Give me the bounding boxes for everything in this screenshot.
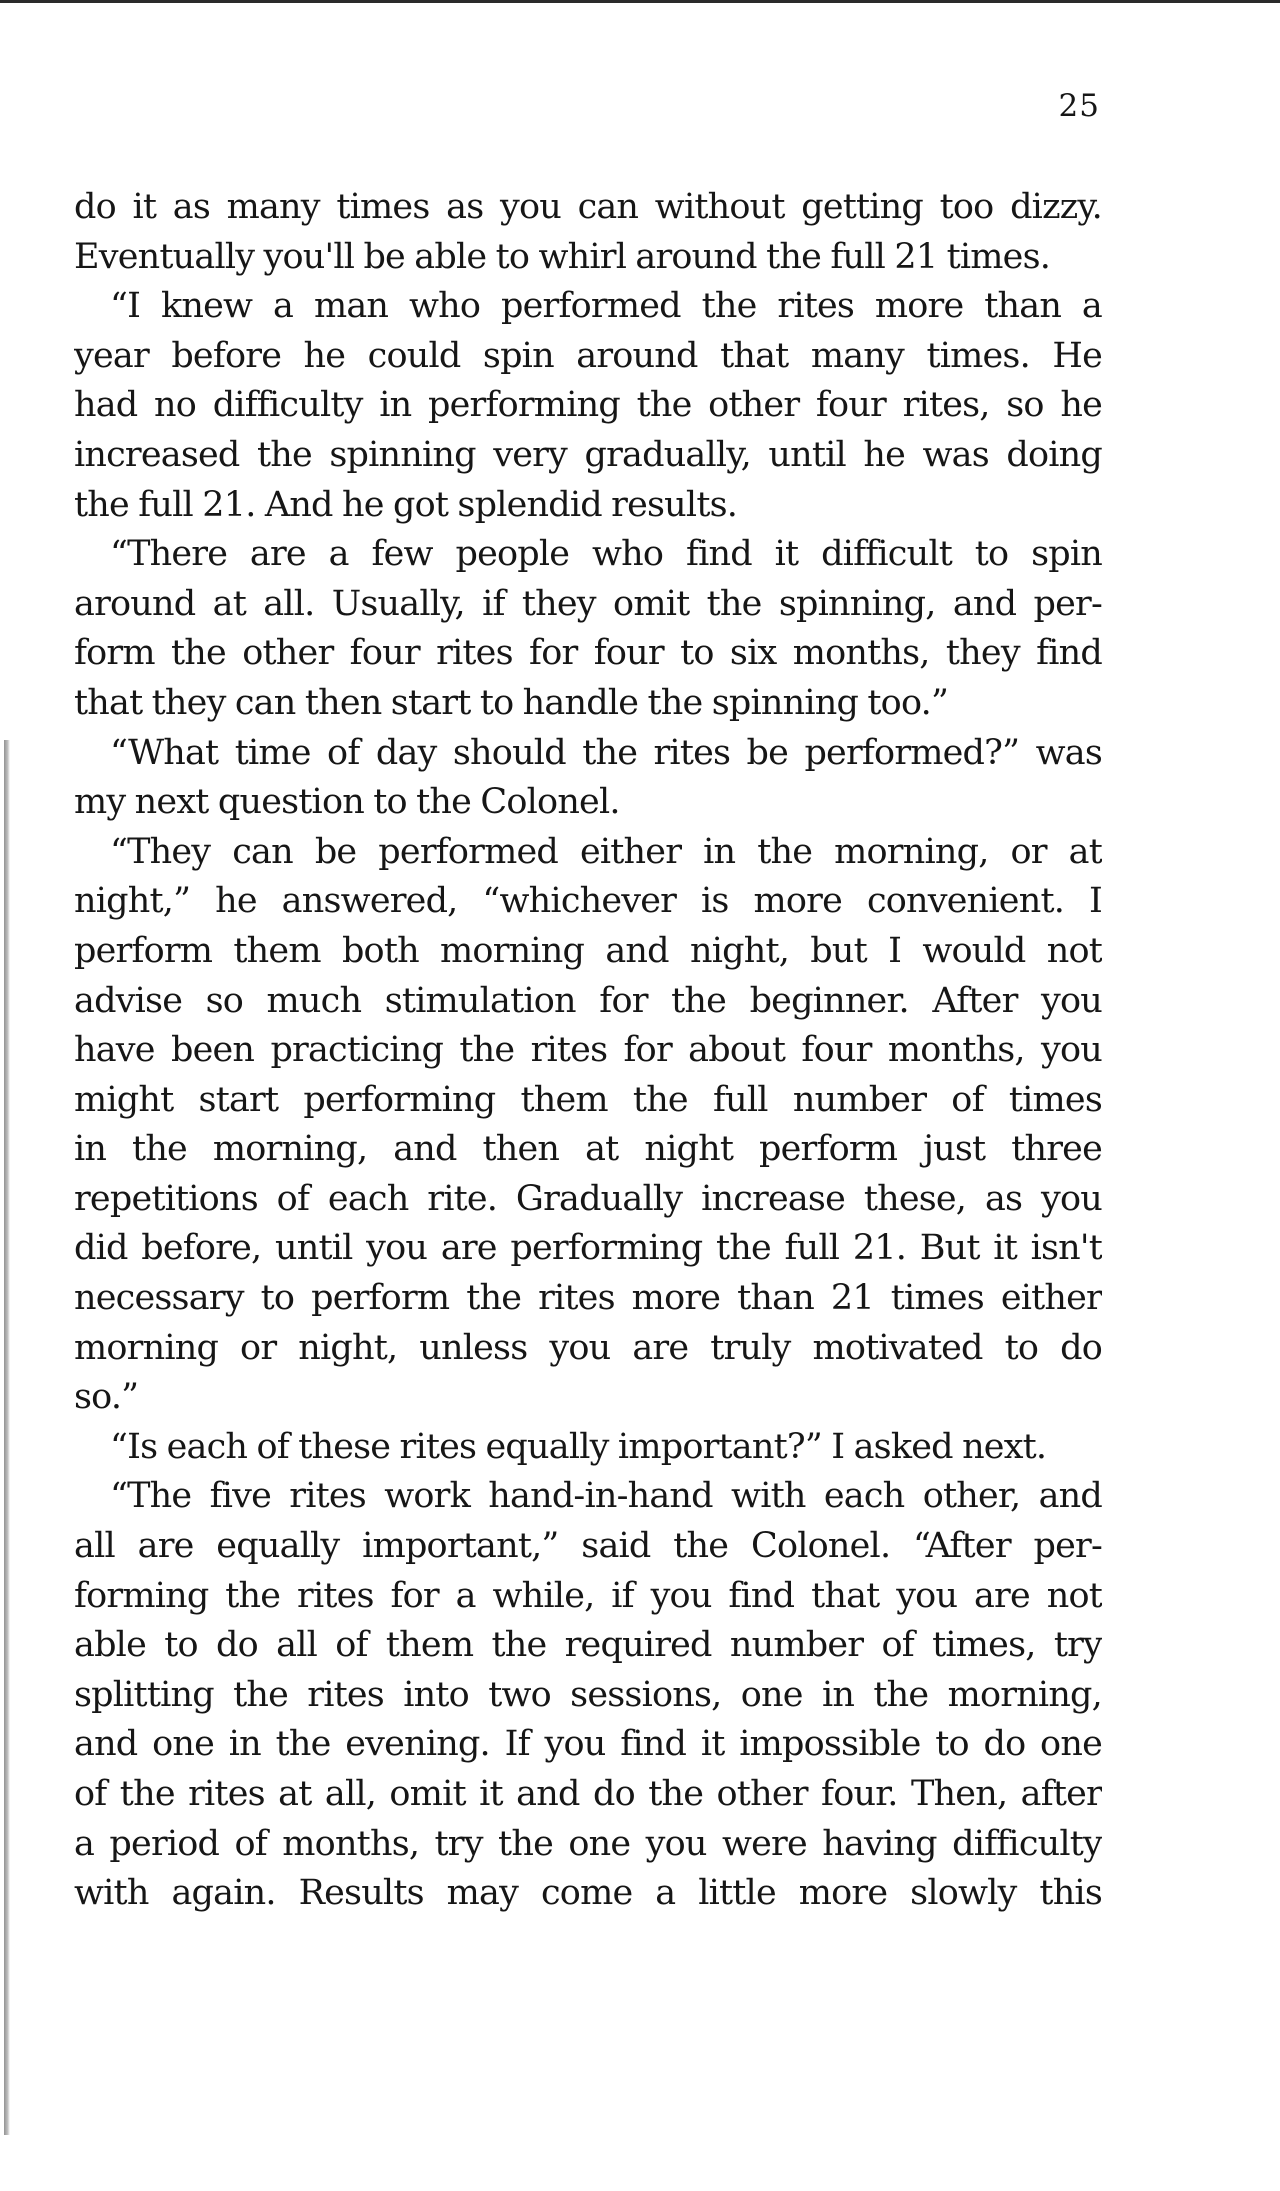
text-line: morning or night, unless you are truly motivated to do (74, 1327, 1102, 1368)
text-line: the full 21. And he got splendid results. (74, 484, 738, 525)
page-number: 25 (1058, 88, 1100, 124)
body-text (74, 183, 1102, 1919)
text-line: and one in the evening. If you find it impossible to do one (74, 1724, 1102, 1765)
text-line: year before he could spin around that many times. He (74, 335, 1102, 376)
text-line: “There are a few people who find it difficult to spin (110, 534, 1102, 575)
text-line: advise so much stimulation for the beginner. After you (74, 980, 1102, 1021)
text-line: “Is each of these rites equally important?” I asked next. (110, 1426, 1047, 1467)
text-line: splitting the rites into two sessions, one in the morning, (74, 1674, 1102, 1715)
text-line: my next question to the Colonel. (74, 782, 620, 823)
text-line: necessary to perform the rites more than 21 times either (74, 1278, 1102, 1319)
text-line: did before, until you are performing the full 21. But it isn't (74, 1228, 1102, 1269)
text-line: night,” he answered, “whichever is more convenient. I (74, 881, 1102, 922)
text-line: that they can then start to handle the spinning too.” (74, 682, 949, 723)
text-line: forming the rites for a while, if you find that you are not (74, 1575, 1102, 1616)
text-line: repetitions of each rite. Gradually increase these, as you (74, 1178, 1102, 1219)
text-line: had no difficulty in performing the other four rites, so he (74, 385, 1102, 426)
text-line: form the other four rites for four to six months, they find (74, 633, 1102, 674)
text-line: “The five rites work hand-in-hand with each other, and (110, 1476, 1102, 1517)
text-line: increased the spinning very gradually, until he was doing (74, 434, 1102, 475)
text-line: perform them both morning and night, but I would not (74, 930, 1102, 971)
text-line: in the morning, and then at night perform just three (74, 1129, 1102, 1170)
text-line: “They can be performed either in the morning, or at (110, 831, 1102, 872)
text-line: of the rites at all, omit it and do the other four. Then, after (74, 1774, 1102, 1814)
text-line: so.” (74, 1377, 139, 1418)
binding-shadow (4, 740, 10, 2135)
text-line: Eventually you'll be able to whirl around the full 21 times. (74, 236, 1051, 277)
text-line: all are equally important,” said the Colonel. “After per- (74, 1526, 1102, 1567)
text-line: have been practicing the rites for about four months, you (74, 1030, 1102, 1071)
text-line: able to do all of them the required number of times, try (74, 1625, 1102, 1666)
text-line: with again. Results may come a little more slowly this (74, 1873, 1102, 1914)
text-line: “I knew a man who performed the rites more than a (110, 286, 1102, 327)
text-line: a period of months, try the one you were having difficulty (74, 1823, 1102, 1864)
text-line: might start performing them the full number of times (74, 1079, 1102, 1120)
text-line: “What time of day should the rites be performed?” was (110, 732, 1102, 773)
text-line: around at all. Usually, if they omit the spinning, and per- (74, 583, 1102, 624)
text-line: do it as many times as you can without getting too dizzy. (74, 187, 1102, 227)
top-rule (0, 0, 1280, 3)
